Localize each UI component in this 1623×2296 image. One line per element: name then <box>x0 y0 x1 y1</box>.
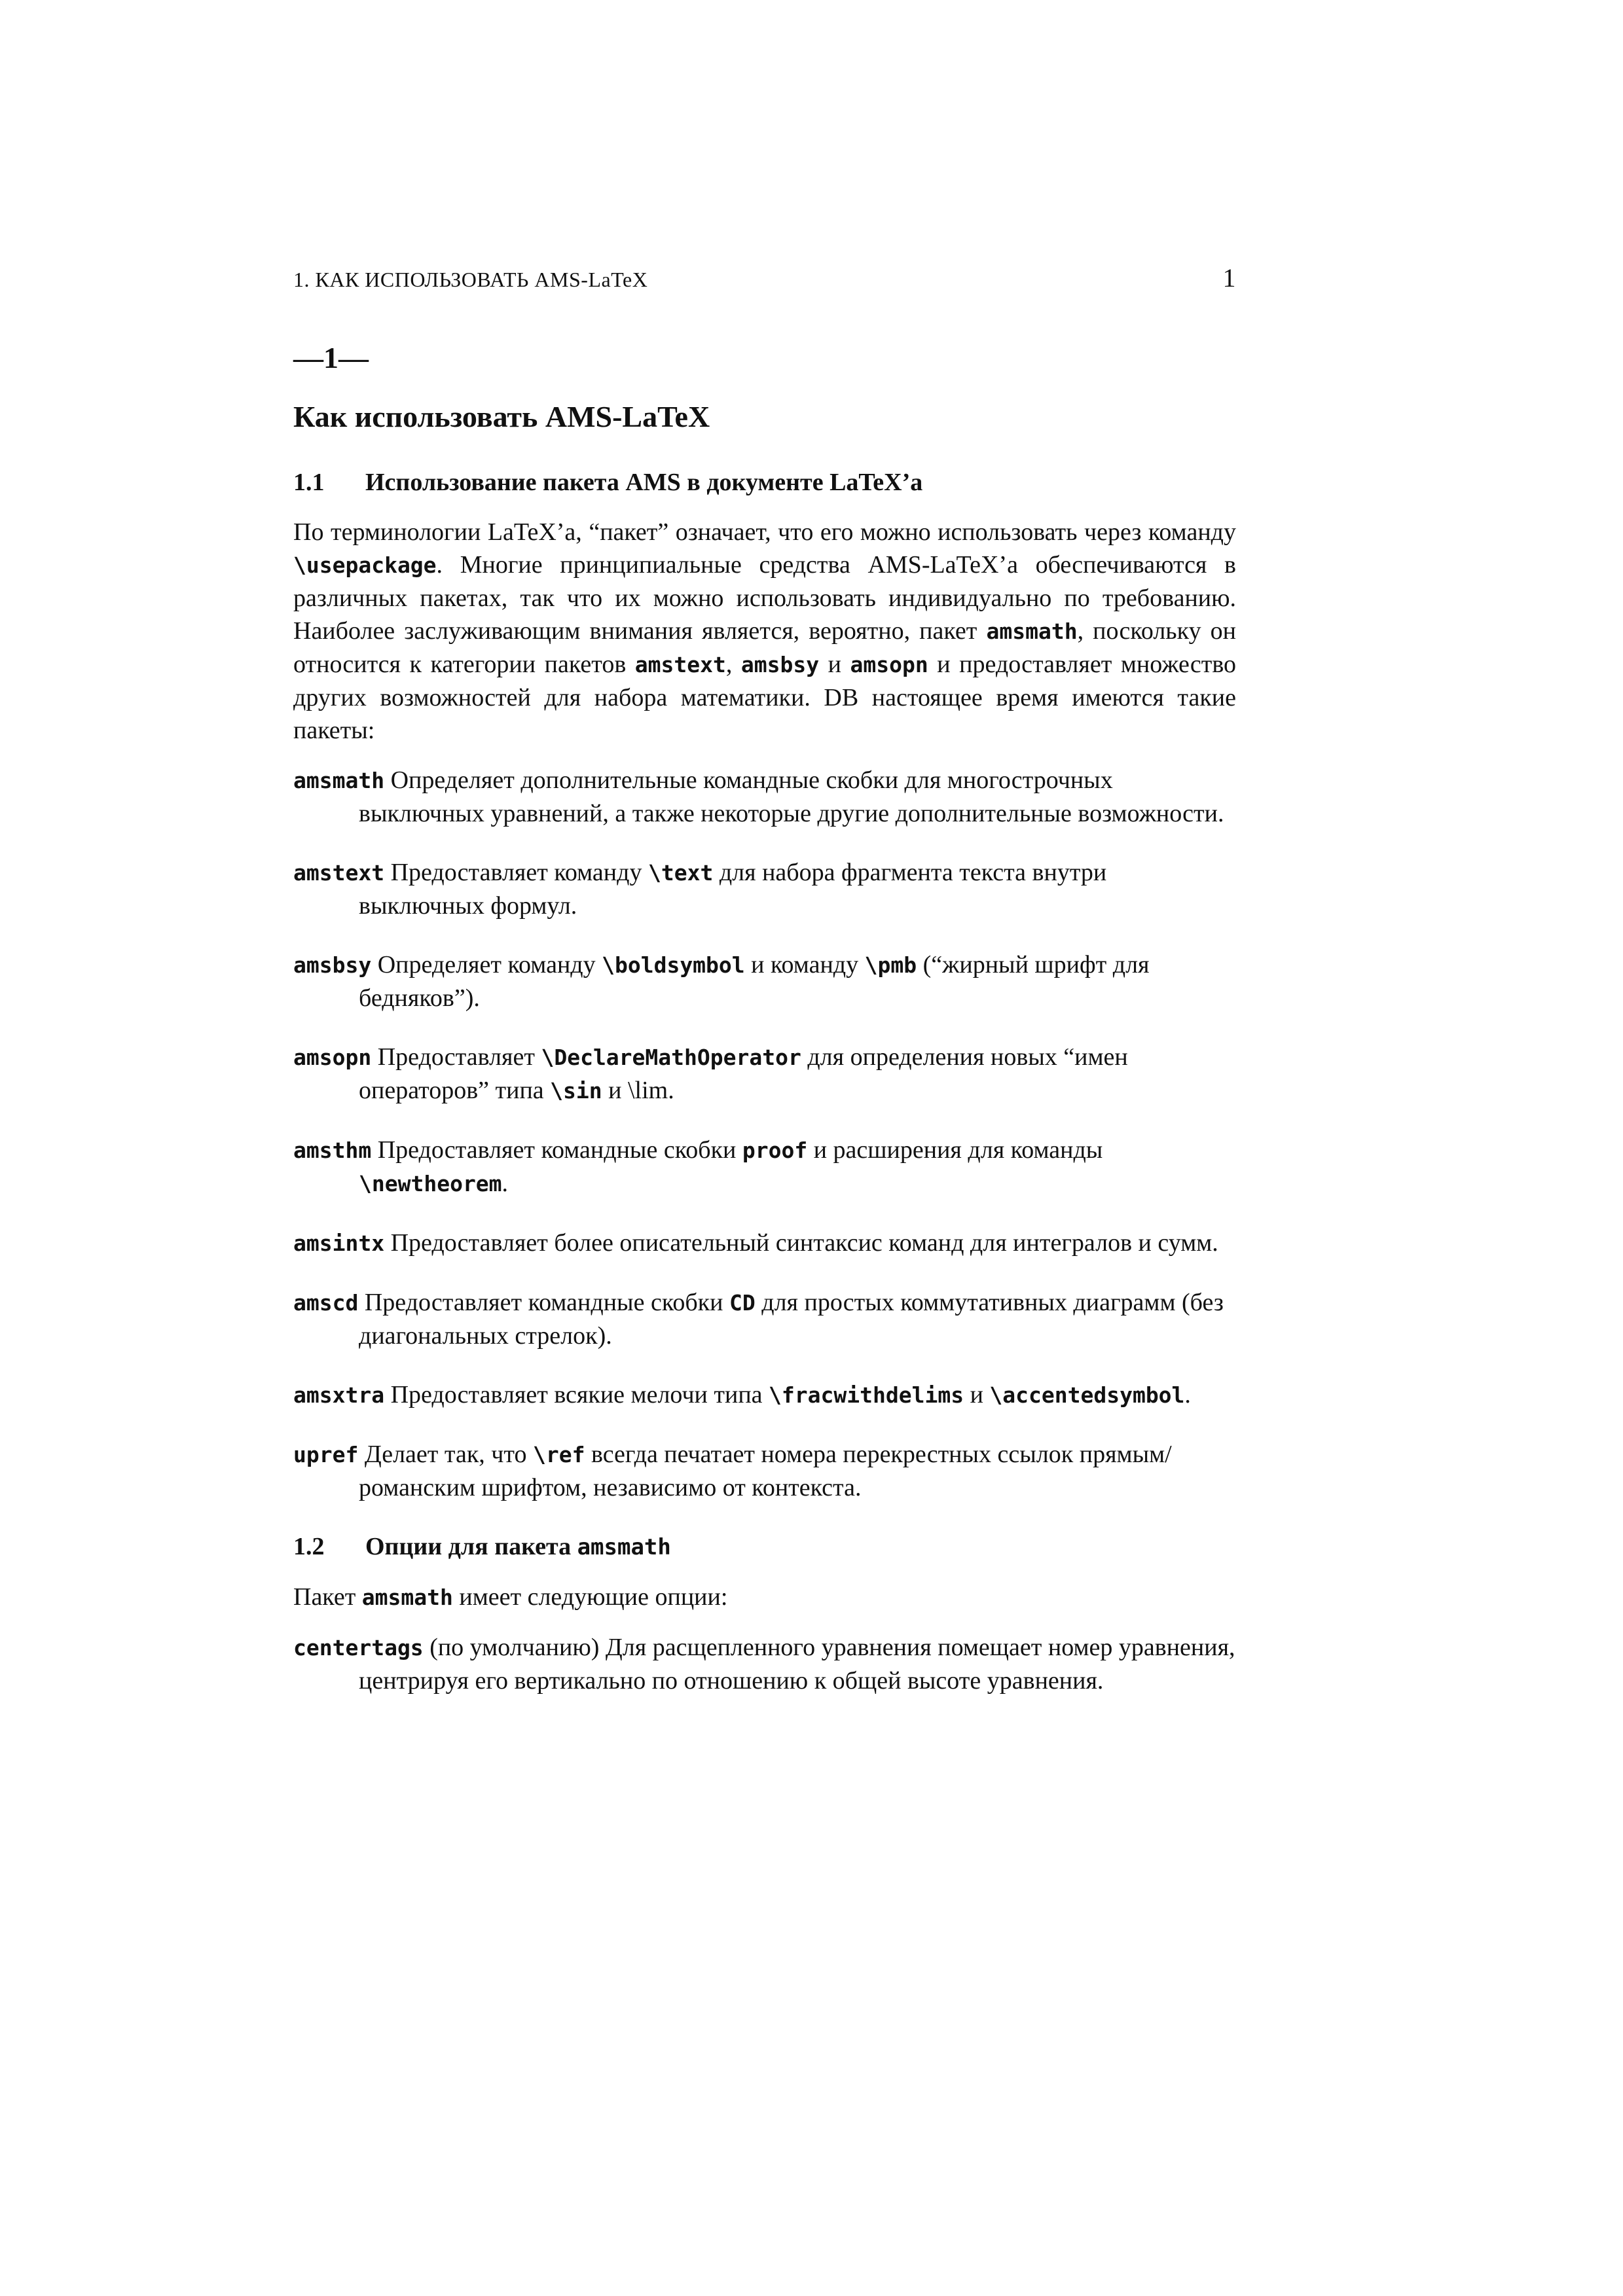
intro-text-2: . Многие принципиальные средства AMS-LaTeX’а обеспечиваются в различных пакетах, так что их можно использовать индивидуально по требованию. Наиболее заслуживающим внимания является, вероятно, пакет <box>293 551 1236 645</box>
package-term: amsopn <box>293 1045 372 1070</box>
package-code: \accentedsymbol <box>989 1382 1185 1408</box>
package-desc: Делает так, что <box>358 1441 534 1468</box>
package-desc: Предоставляет команду <box>384 859 648 886</box>
package-term: amscd <box>293 1290 359 1316</box>
options-intro-text: имеет следующие опции: <box>452 1583 728 1611</box>
section-heading-1-1 <box>293 466 1236 499</box>
package-desc: и <box>964 1381 990 1408</box>
package-desc: для набора фрагмента текста внутри выключных формул. <box>359 859 1107 920</box>
package-item <box>293 948 1236 1014</box>
section-title: Использование пакета AMS в документе LaTeX’a <box>365 469 923 496</box>
package-item <box>293 856 1236 922</box>
chapter-number: —1— <box>293 341 369 374</box>
package-term: amsbsy <box>293 952 372 978</box>
option-term: centertags <box>293 1635 424 1660</box>
package-term: amsintx <box>293 1230 385 1256</box>
package-list <box>293 764 1236 1504</box>
section-title <box>365 1530 671 1564</box>
code-amsmath: amsmath <box>986 619 1078 644</box>
section-heading-1-2 <box>293 1530 1236 1564</box>
intro-text-1: По терминологии LaTeX’а, “пакет” означает, что его можно использовать через команду <box>293 518 1236 546</box>
option-item <box>293 1631 1236 1697</box>
package-code: \pmb <box>864 952 917 978</box>
package-term: amsmath <box>293 768 385 793</box>
package-item <box>293 1378 1236 1412</box>
intro-text-3: , поскольку он относится к категории пакетов <box>293 617 1237 678</box>
intro-text-6: и предоставляет множество других возможностей для набора математики. DB настоящее время имеются такие пакеты: <box>293 651 1237 744</box>
package-code: \ref <box>533 1442 585 1467</box>
options-intro-text: Пакет <box>293 1583 362 1611</box>
package-term: amsthm <box>293 1138 372 1163</box>
package-desc: Определяет команду <box>371 951 602 978</box>
package-item <box>293 764 1236 830</box>
package-desc: . <box>501 1170 509 1197</box>
running-header <box>293 262 1236 295</box>
package-term: upref <box>293 1442 359 1467</box>
options-list <box>293 1631 1236 1697</box>
intro-text-5: и <box>819 651 850 678</box>
package-desc: и \lim. <box>602 1077 674 1104</box>
section-number: 1.2 <box>293 1533 325 1560</box>
code-amsmath: amsmath <box>361 1585 453 1610</box>
package-desc: и команду <box>744 951 865 978</box>
package-item <box>293 1041 1236 1107</box>
package-code: \DeclareMathOperator <box>541 1045 801 1070</box>
option-desc: (по умолчанию) Для расщепленного уравнения помещает номер уравнения, центрируя его вертикально по отношению к общей высоте уравнения. <box>359 1634 1235 1695</box>
page-number: 1 <box>1222 263 1236 293</box>
package-code: \boldsymbol <box>602 952 745 978</box>
package-desc: Предоставляет командные скобки <box>358 1289 729 1316</box>
chapter-title: Как использовать AMS-LaTeX <box>293 400 710 433</box>
options-intro <box>293 1581 1236 1614</box>
package-term: amstext <box>293 860 385 886</box>
package-code: \sin <box>550 1078 602 1103</box>
package-desc: Предоставляет более описательный синтаксис команд для интегралов и сумм. <box>384 1229 1218 1257</box>
code-amsopn: amsopn <box>850 652 928 677</box>
intro-text-4: , <box>725 651 741 678</box>
section-number: 1.1 <box>293 469 325 496</box>
document-page <box>293 262 1236 1697</box>
package-item <box>293 1286 1236 1352</box>
package-item <box>293 1227 1236 1260</box>
package-desc: Предоставляет <box>371 1043 541 1071</box>
package-desc: (“жирный шрифт для бедняков”). <box>359 951 1150 1012</box>
section-title-text: Опции для пакета <box>365 1533 577 1560</box>
package-code: proof <box>742 1138 808 1163</box>
package-item <box>293 1438 1236 1504</box>
package-desc: Предоставляет всякие мелочи типа <box>384 1381 769 1408</box>
code-usepackage: \usepackage <box>293 552 437 578</box>
package-code: CD <box>729 1290 756 1316</box>
package-desc: . <box>1184 1381 1191 1408</box>
package-desc: и расширения для команды <box>807 1136 1103 1164</box>
package-desc: всегда печатает номера перекрестных ссылок прямым/романским шрифтом, независимо от контекста. <box>359 1441 1172 1501</box>
package-desc: Определяет дополнительные командные скобки для многострочных выключных уравнений, а также некоторые другие дополнительные возможности. <box>359 766 1224 827</box>
package-code: \fracwithdelims <box>769 1382 964 1408</box>
section-title-code: amsmath <box>577 1534 671 1560</box>
package-item <box>293 1134 1236 1200</box>
package-desc: для простых коммутативных диаграмм (без диагональных стрелок). <box>359 1289 1224 1350</box>
package-desc: Предоставляет командные скобки <box>371 1136 742 1164</box>
package-code: \newtheorem <box>359 1171 502 1196</box>
package-term: amsxtra <box>293 1382 385 1408</box>
package-desc: для определения новых “имен операторов” типа <box>359 1043 1128 1104</box>
intro-paragraph <box>293 516 1236 747</box>
code-amstext: amstext <box>634 652 726 677</box>
package-code: \text <box>647 860 714 886</box>
code-amsbsy: amsbsy <box>740 652 820 677</box>
running-title: 1. КАК ИСПОЛЬЗОВАТЬ AMS-LaTeX <box>293 268 648 291</box>
